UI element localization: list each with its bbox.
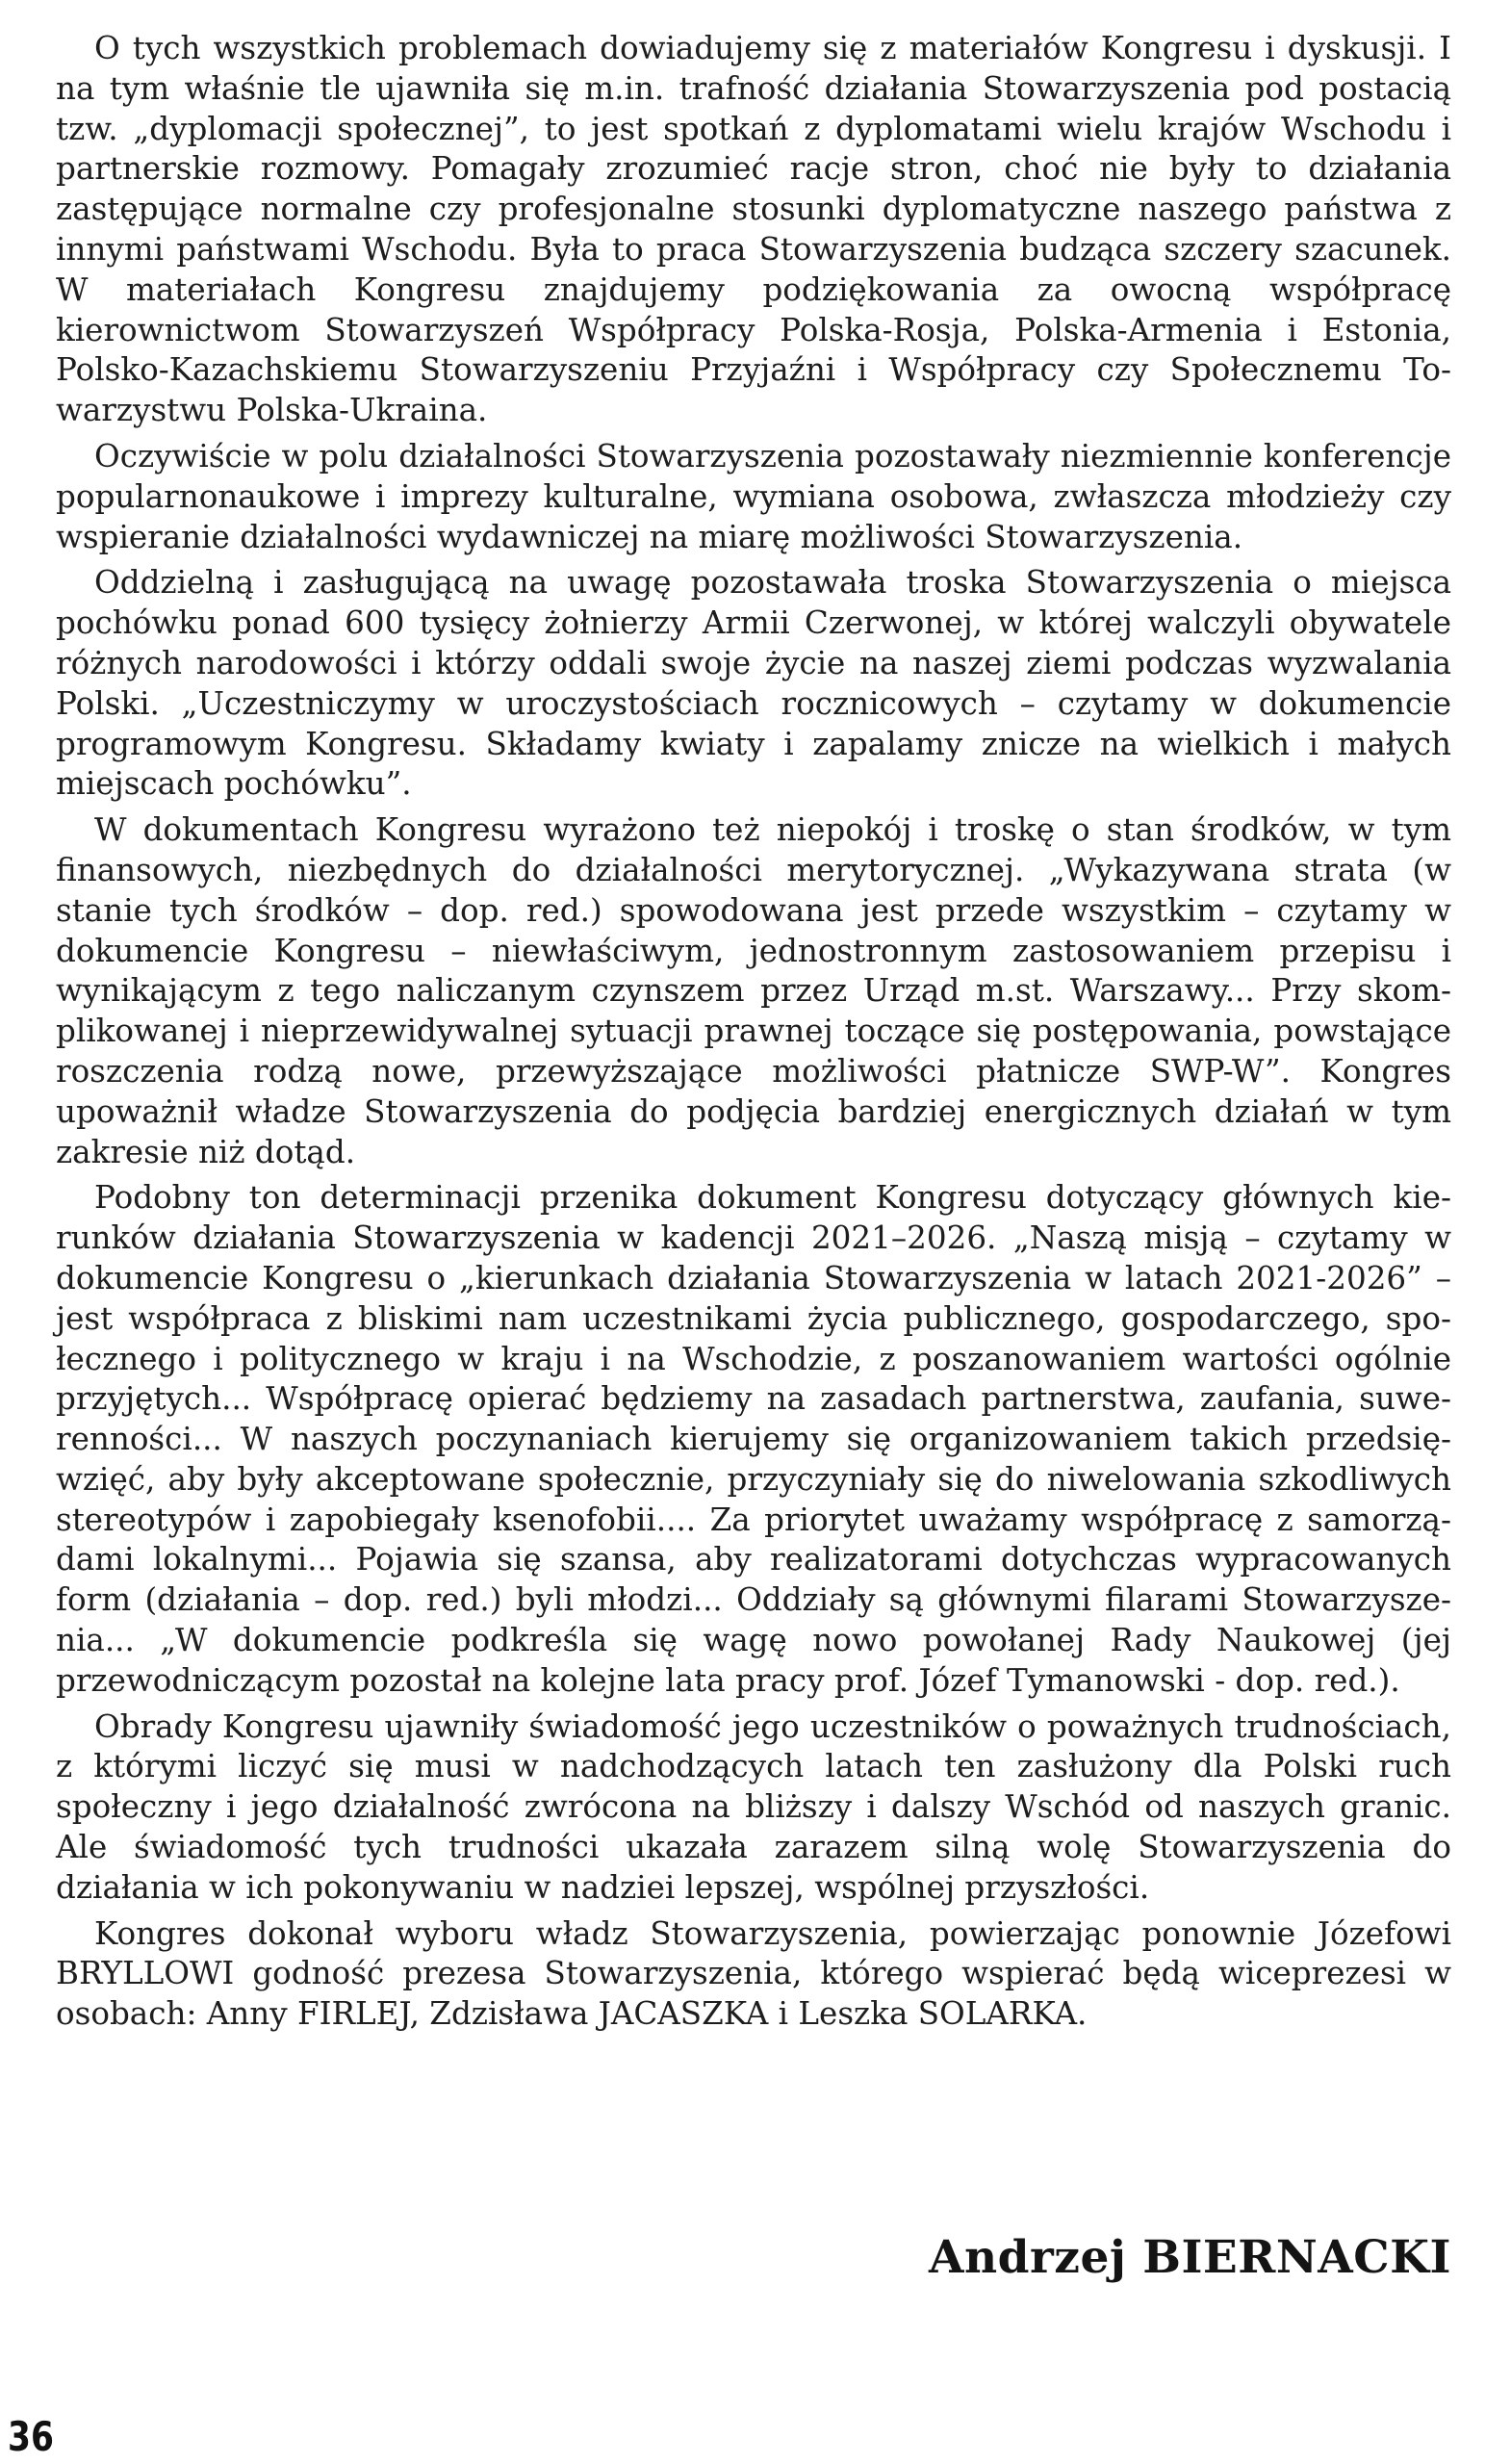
paragraph-election: Kongres dokonał wyboru władz Stowarzyszenia, powierzając ponownie Józefowi BRYLLOWI godność prezesa Stowarzyszenia, którego wspierać będą wiceprezesi w osobach: Anny FIRLEJ, Zdzisława JACASZKA i Leszka SOLARKA. [56,1914,1451,2033]
author-signature: Andrzej BIERNACKI [929,2231,1451,2284]
paragraph-difficulties: Obrady Kongresu ujawniły świadomość jego uczestników o poważnych trudnościach, z którymi liczyć się musi w nadchodzących latach ten zasłużony dla Polski ruch społeczny i jego działalność zwrócona na bliższy i dalszy Wschód od naszych granic. Ale świadomość tych trudności ukazała zarazem silną wolę Stowarzyszenia do działania w ich pokonywaniu w nadziei lepszej, wspólnej przyszłości. [56,1707,1451,1906]
paragraph-activities: Oczywiście w polu działalności Stowarzyszenia pozostawały niezmiennie konferencje popularnonaukowe i imprezy kulturalne, wymiana osobowa, zwłaszcza młodzieży czy wspieranie działalności wydawniczej na miarę możliwości Stowarzyszenia. [56,437,1451,555]
article-body [56,29,1451,2035]
paragraph-diplomacy: O tych wszystkich problemach dowiadujemy się z materiałów Kongresu i dyskusji. I na tym właśnie tle ujawniła się m.in. trafność działania Stowarzyszenia pod postacią tzw. „dyplomacji społecznej”, to jest spotkań z dyplomatami wielu krajów Wschodu i partnerskie rozmowy. Pomagały zrozumieć racje stron, choć nie były to działania zastępujące normalne czy profesjonalne stosunki dyplomatyczne naszego państwa z innymi państwami Wschodu. Była to praca Stowarzyszenia budząca szczery szacunek. W materiałach Kongresu znajdujemy podziękowania za owocną współpracę kierownictwom Stowarzyszeń Współpracy Polska-Rosja, Polska-Armenia i Estonia, Polsko-Kazachskiemu Stowarzyszeniu Przyjaźni i Współpracy czy Społecznemu Towarzystwu Polska-Ukraina. [56,30,1451,429]
page-number: 36 [8,2413,54,2460]
paragraph-burial-sites: Oddzielną i zasługującą na uwagę pozostawała troska Stowarzyszenia o miejsca pochówku ponad 600 tysięcy żołnierzy Armii Czerwonej, w której walczyli obywatele różnych narodowości i którzy oddali swoje życie na naszej ziemi podczas wyzwalania Polski. „Uczestniczymy w uroczystościach rocznicowych – czytamy w dokumencie programowym Kongresu. Składamy kwiaty i zapalamy znicze na wielkich i małych miejscach pochówku”. [56,564,1451,803]
paragraph-finances: W dokumentach Kongresu wyrażono też niepokój i troskę o stan środków, w tym finansowych, niezbędnych do działalności merytorycznej. „Wykazywana strata (w stanie tych środków – dop. red.) spowodowana jest przede wszystkim – czytamy w dokumencie Kongresu – niewłaściwym, jednostronnym zastosowaniem przepisu i wynikającym z tego naliczanym czynszem przez Urząd m.st. Warszawy... Przy skomplikowanej i nieprzewidywalnej sytuacji prawnej toczące się postępowania, powstające roszczenia rodzą nowe, przewyższające możliwości płatnicze SWP-W”. Kongres upoważnił władze Stowarzyszenia do podjęcia bardziej energicznych działań w tym zakresie niż dotąd. [56,811,1451,1170]
paragraph-mission: Podobny ton determinacji przenika dokument Kongresu dotyczący głównych kierunków działania Stowarzyszenia w kadencji 2021–2026. „Naszą misją – czytamy w dokumencie Kongresu o „kierunkach działania Stowarzyszenia w latach 2021-2026” – jest współpraca z bliskimi nam uczestnikami życia publicznego, gospodarczego, społecznego i politycznego w kraju i na Wschodzie, z poszanowaniem wartości ogólnie przyjętych... Współpracę opierać będziemy na zasadach partnerstwa, zaufania, suwerenności... W naszych poczynaniach kierujemy się organizowaniem takich przedsięwzięć, aby były akceptowane społecznie, przyczyniały się do niwelowania szkodliwych stereotypów i zapobiegały ksenofobii.... Za priorytet uważamy współpracę z samorządami lokalnymi... Pojawia się szansa, aby realizatorami dotychczas wypracowanych form (działania – dop. red.) byli młodzi... Oddziały są głównymi filarami Stowarzyszenia... „W dokumencie podkreśla się wagę nowo powołanej Rady Naukowej (jej przewodniczącym pozostał na kolejne lata pracy prof. Józef Tymanowski - dop. red.). [56,1179,1451,1699]
